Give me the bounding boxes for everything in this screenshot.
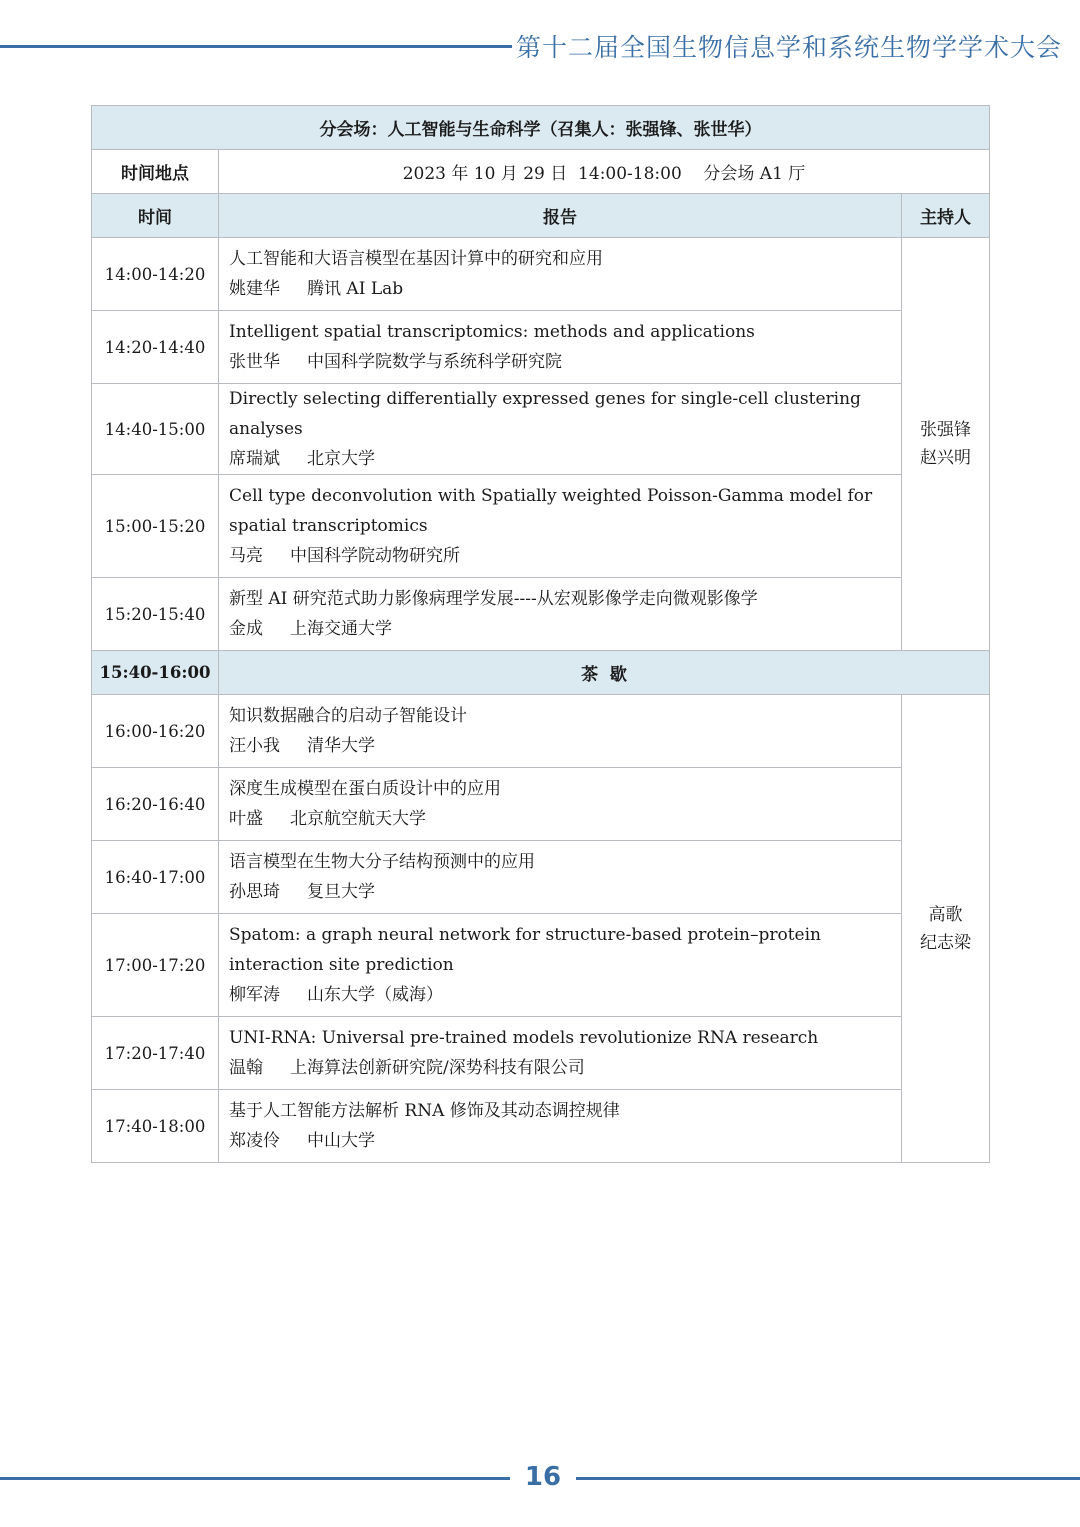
talk-speaker-line xyxy=(229,541,891,571)
talk-speaker: 金成 xyxy=(229,619,263,639)
talk-speaker-line xyxy=(229,1126,891,1156)
host-cell-2 xyxy=(902,695,990,1163)
session-schedule-table xyxy=(91,105,990,1163)
talk-affiliation: 中国科学院数学与系统科学研究院 xyxy=(307,352,563,372)
talk-speaker-line xyxy=(229,877,891,907)
talk-time: 15:00-15:20 xyxy=(92,475,219,578)
column-header-report: 报告 xyxy=(219,194,902,238)
table-row xyxy=(92,1017,990,1090)
talk-time: 16:00-16:20 xyxy=(92,695,219,768)
talk-speaker: 温翰 xyxy=(229,1058,263,1078)
talk-speaker: 汪小我 xyxy=(229,736,280,756)
talk-speaker: 席瑞斌 xyxy=(229,449,280,469)
talk-title: Intelligent spatial transcriptomics: methods and applications xyxy=(229,322,755,342)
talk-affiliation: 上海交通大学 xyxy=(290,619,393,639)
time-place-label: 时间地点 xyxy=(92,150,219,194)
talk-affiliation: 清华大学 xyxy=(307,736,376,756)
table-row xyxy=(92,1090,990,1163)
talk-affiliation: 复旦大学 xyxy=(307,882,376,902)
page-number: 16 xyxy=(524,1462,562,1492)
talk-speaker-line xyxy=(229,804,891,834)
talk-title: 人工智能和大语言模型在基因计算中的研究和应用 xyxy=(229,249,603,269)
talk-affiliation: 中国科学院动物研究所 xyxy=(290,546,461,566)
talk-speaker: 马亮 xyxy=(229,546,263,566)
conference-title: 第十二届全国生物信息学和系统生物学学术大会 xyxy=(515,33,1062,62)
talk-cell xyxy=(219,768,902,841)
talk-time: 16:40-17:00 xyxy=(92,841,219,914)
talk-speaker: 柳军涛 xyxy=(229,985,280,1005)
talk-title: Spatom: a graph neural network for structure-based protein–protein interaction site prediction xyxy=(229,925,821,975)
table-row xyxy=(92,384,990,475)
talk-time: 14:40-15:00 xyxy=(92,384,219,475)
talk-cell xyxy=(219,1017,902,1090)
talk-cell xyxy=(219,238,902,311)
talk-speaker: 姚建华 xyxy=(229,279,280,299)
table-row xyxy=(92,768,990,841)
break-time: 15:40-16:00 xyxy=(92,651,219,695)
talk-affiliation: 上海算法创新研究院/深势科技有限公司 xyxy=(290,1058,585,1078)
table-row xyxy=(92,311,990,384)
talk-cell xyxy=(219,914,902,1017)
talk-cell xyxy=(219,311,902,384)
talk-time: 17:40-18:00 xyxy=(92,1090,219,1163)
talk-time: 14:00-14:20 xyxy=(92,238,219,311)
talk-speaker-line xyxy=(229,274,891,304)
talk-title: 深度生成模型在蛋白质设计中的应用 xyxy=(229,779,501,799)
talk-title: Cell type deconvolution with Spatially weighted Poisson-Gamma model for spatial transcriptomics xyxy=(229,486,873,536)
talk-speaker-line xyxy=(229,614,891,644)
talk-speaker-line xyxy=(229,347,891,377)
table-row xyxy=(92,914,990,1017)
talk-title: 新型 AI 研究范式助力影像病理学发展----从宏观影像学走向微观影像学 xyxy=(229,589,758,609)
host-name: 纪志梁 xyxy=(920,932,972,953)
footer-rule-right xyxy=(576,1477,1080,1480)
host-name: 高歌 xyxy=(928,904,963,925)
header-rule xyxy=(0,45,512,48)
host-name: 张强锋 xyxy=(920,420,972,440)
talk-cell xyxy=(219,578,902,651)
table-row xyxy=(92,841,990,914)
column-header-host: 主持人 xyxy=(902,194,990,238)
talk-speaker: 叶盛 xyxy=(229,809,263,829)
talk-affiliation: 中山大学 xyxy=(307,1131,376,1151)
talk-speaker: 郑凌伶 xyxy=(229,1131,280,1151)
talk-cell xyxy=(219,1090,902,1163)
talk-time: 15:20-15:40 xyxy=(92,578,219,651)
talk-affiliation: 北京航空航天大学 xyxy=(290,809,427,829)
talk-speaker-line xyxy=(229,444,891,474)
talk-speaker-line xyxy=(229,731,891,761)
talk-title: 基于人工智能方法解析 RNA 修饰及其动态调控规律 xyxy=(229,1101,620,1121)
talk-speaker: 张世华 xyxy=(229,352,280,372)
talk-cell xyxy=(219,475,902,578)
time-place-value: 2023 年 10 月 29 日 14:00-18:00 分会场 A1 厅 xyxy=(219,150,990,194)
talk-affiliation: 腾讯 AI Lab xyxy=(307,279,404,299)
talk-time: 17:20-17:40 xyxy=(92,1017,219,1090)
table-row xyxy=(92,578,990,651)
talk-speaker-line xyxy=(229,1053,891,1083)
talk-time: 14:20-14:40 xyxy=(92,311,219,384)
break-row xyxy=(92,651,990,695)
talk-cell xyxy=(219,695,902,768)
talk-cell xyxy=(219,841,902,914)
host-cell-1 xyxy=(902,238,990,651)
talk-affiliation: 北京大学 xyxy=(307,449,376,469)
talk-affiliation: 山东大学（威海） xyxy=(307,985,444,1005)
break-label: 茶 歇 xyxy=(219,651,990,695)
talk-title: UNI-RNA: Universal pre-trained models revolutionize RNA research xyxy=(229,1028,819,1048)
host-name: 赵兴明 xyxy=(920,448,972,468)
talk-time: 16:20-16:40 xyxy=(92,768,219,841)
talk-title: Directly selecting differentially expressed genes for single-cell clustering analyses xyxy=(229,389,861,439)
table-row xyxy=(92,238,990,311)
talk-cell xyxy=(219,384,902,475)
talk-title: 知识数据融合的启动子智能设计 xyxy=(229,706,467,726)
talk-speaker: 孙思琦 xyxy=(229,882,280,902)
column-header-time: 时间 xyxy=(92,194,219,238)
footer-rule-left xyxy=(0,1477,510,1480)
talk-speaker-line xyxy=(229,980,891,1010)
table-row xyxy=(92,475,990,578)
talk-time: 17:00-17:20 xyxy=(92,914,219,1017)
table-row xyxy=(92,695,990,768)
talk-title: 语言模型在生物大分子结构预测中的应用 xyxy=(229,852,535,872)
session-title: 分会场：人工智能与生命科学（召集人：张强锋、张世华） xyxy=(92,106,990,150)
